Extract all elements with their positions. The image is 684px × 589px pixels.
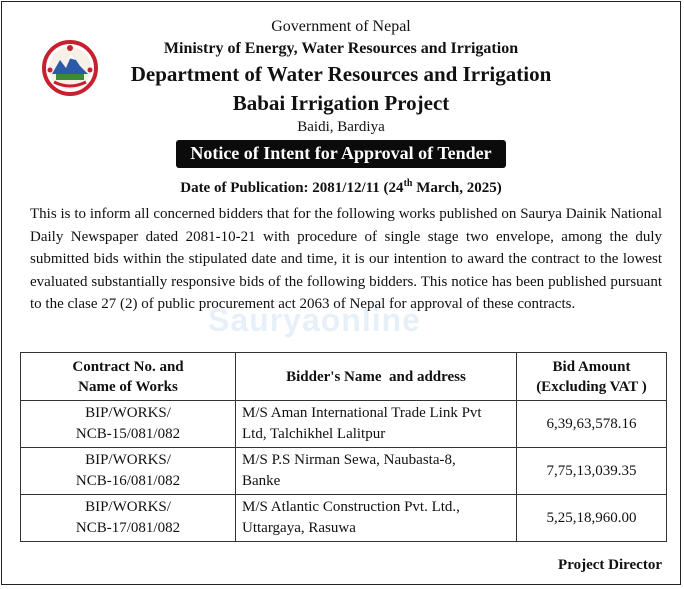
bid-amount-cell: 5,25,18,960.00 bbox=[517, 495, 667, 542]
publication-date-suffix: th bbox=[403, 178, 413, 189]
notice-title-wrapper bbox=[2, 140, 680, 168]
header-amount bbox=[517, 353, 667, 401]
contract-number-line1: BIP/WORKS/ bbox=[85, 499, 171, 515]
project-name: Babai Irrigation Project bbox=[232, 91, 450, 115]
bidder-cell bbox=[236, 495, 517, 542]
contract-number-cell bbox=[21, 495, 236, 542]
contract-number-cell bbox=[21, 401, 236, 448]
department-name: Department of Water Resources and Irrigation bbox=[130, 62, 552, 86]
bidder-line2: Ltd, Talchikhel Lalitpur bbox=[242, 426, 386, 442]
bid-amount-cell: 6,39,63,578.16 bbox=[517, 401, 667, 448]
contract-number-line1: BIP/WORKS/ bbox=[85, 452, 171, 468]
publication-date-rest: March, 2025) bbox=[412, 180, 502, 196]
project-location: Baidi, Bardiya bbox=[297, 119, 385, 135]
bidder-cell bbox=[236, 448, 517, 495]
notice-body: This is to inform all concerned bidders that for the following works published on Saurya Dainik National Daily Newspaper dated 2081-10-21 with procedure of single stage two envelope, among the duly submitted bids within the stipulated date and time, it is our intention to award the contract to the lowest evaluated substantially responsive bids of the following bidders. This notice has been published pursuant to the clase 27 (2) of public procurement act 2063 of Nepal for approval of these contracts. bbox=[30, 206, 662, 312]
government-name: Government of Nepal bbox=[271, 18, 411, 35]
ministry-name: Ministry of Energy, Water Resources and Irrigation bbox=[163, 40, 519, 57]
bid-amount-cell: 7,75,13,039.35 bbox=[517, 448, 667, 495]
bidder-line2: Uttargaya, Rasuwa bbox=[242, 520, 356, 536]
table-row bbox=[21, 401, 667, 448]
contract-number-line2: NCB-16/081/082 bbox=[75, 473, 181, 489]
header-bidder: Bidder's Name and address bbox=[236, 353, 517, 401]
table-header-row bbox=[21, 353, 667, 401]
bidder-line1: M/S Aman International Trade Link Pvt bbox=[242, 405, 482, 421]
publication-date-label: Date of Publication: 2081/12/11 (24 bbox=[180, 180, 404, 196]
header-amount-line1: Bid Amount bbox=[552, 358, 631, 375]
notice-title: Notice of Intent for Approval of Tender bbox=[176, 140, 505, 168]
contract-number-cell bbox=[21, 448, 236, 495]
bids-table bbox=[20, 352, 667, 542]
bidder-line1: M/S Atlantic Construction Pvt. Ltd., bbox=[242, 499, 460, 515]
header-amount-line2: (Excluding VAT ) bbox=[536, 378, 647, 395]
publication-date bbox=[2, 178, 680, 197]
contract-number-line1: BIP/WORKS/ bbox=[85, 405, 171, 421]
header-contract bbox=[21, 353, 236, 401]
contract-number-line2: NCB-15/081/082 bbox=[75, 426, 181, 442]
watermark-logo: Sauryaonline bbox=[208, 302, 421, 338]
signature-title: Project Director bbox=[558, 557, 662, 573]
header-contract-line2: Name of Works bbox=[78, 378, 178, 395]
contract-number-line2: NCB-17/081/082 bbox=[75, 520, 181, 536]
bidder-line2: Banke bbox=[242, 473, 281, 489]
table-row bbox=[21, 448, 667, 495]
bidder-line1: M/S P.S Nirman Sewa, Naubasta-8, bbox=[242, 452, 456, 468]
notice-page bbox=[1, 1, 681, 585]
table-row bbox=[21, 495, 667, 542]
header-contract-line1: Contract No. and bbox=[72, 358, 184, 375]
bidder-cell bbox=[236, 401, 517, 448]
